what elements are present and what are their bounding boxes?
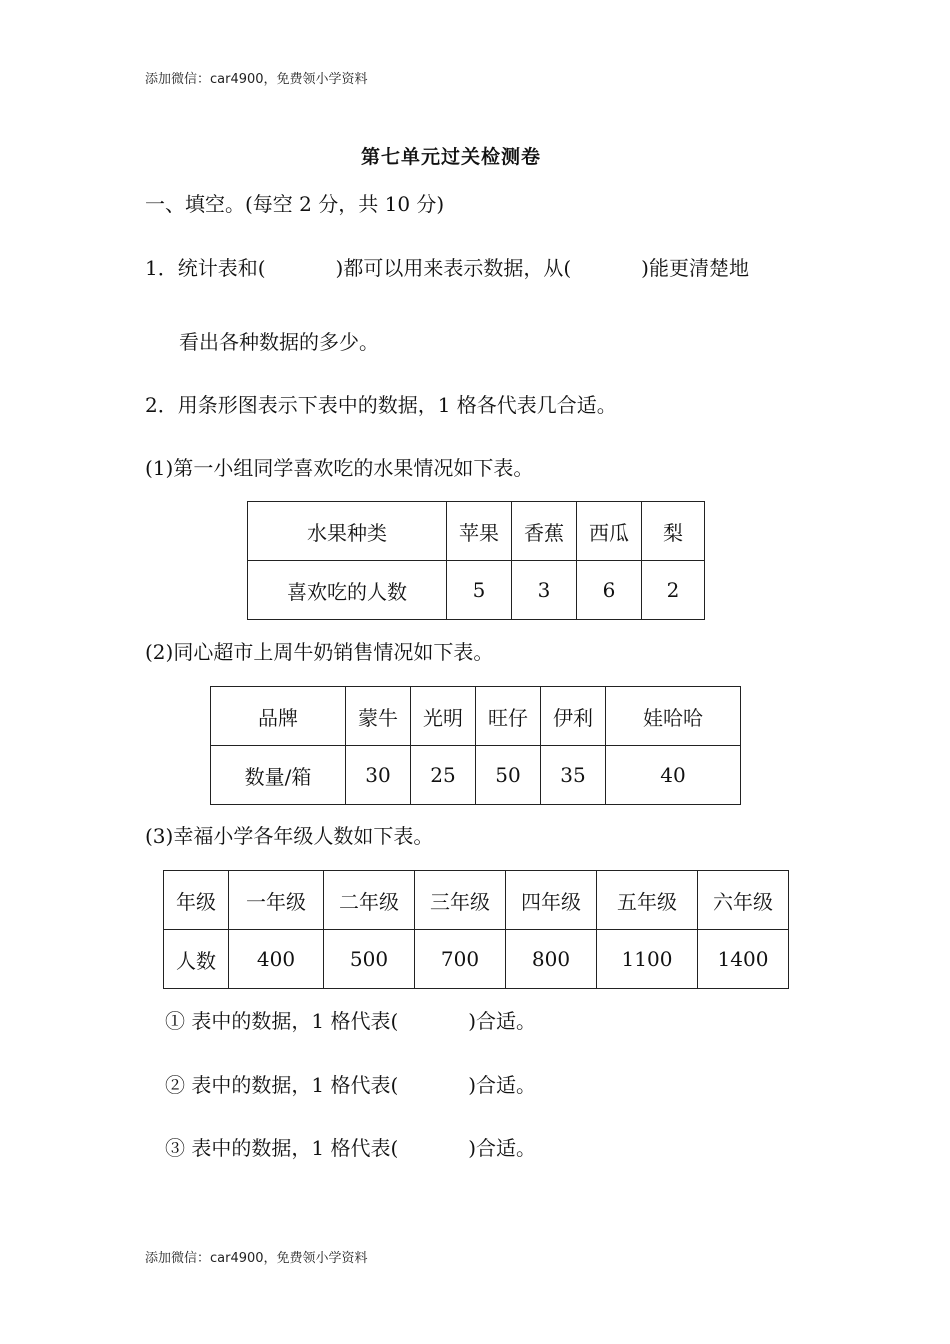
milk-table xyxy=(210,686,741,805)
table-cell: 700 xyxy=(415,930,506,989)
table-2-caption: (2)同心超市上周牛奶销售情况如下表。 xyxy=(145,640,494,664)
table-cell: 伊利 xyxy=(541,687,606,746)
table-cell: 1100 xyxy=(597,930,698,989)
table-cell: 六年级 xyxy=(698,871,789,930)
table-cell: 香蕉 xyxy=(512,502,577,561)
answer-prefix: ① 表中的数据，1 格代表( xyxy=(165,1009,399,1033)
table-row xyxy=(164,930,789,989)
table-1-caption: (1)第一小组同学喜欢吃的水果情况如下表。 xyxy=(145,456,534,480)
table-row xyxy=(164,871,789,930)
table-cell: 三年级 xyxy=(415,871,506,930)
table-cell: 水果种类 xyxy=(248,502,447,561)
table-cell: 品牌 xyxy=(211,687,346,746)
table-row xyxy=(248,502,705,561)
table-cell: 3 xyxy=(512,561,577,620)
question-2: 2．用条形图表示下表中的数据，1 格各代表几合适。 xyxy=(145,393,617,417)
question-1-line2: 看出各种数据的多少。 xyxy=(179,330,379,354)
table-cell: 一年级 xyxy=(229,871,324,930)
table-cell: 梨 xyxy=(642,502,705,561)
footer-note: 添加微信：car4900，免费领小学资料 xyxy=(145,1251,368,1266)
table-cell: 光明 xyxy=(411,687,476,746)
q1-part3: )能更清楚地 xyxy=(641,256,749,280)
fruit-table xyxy=(247,501,705,620)
answer-line-2 xyxy=(165,1069,536,1098)
table-cell: 苹果 xyxy=(447,502,512,561)
table-cell: 35 xyxy=(541,746,606,805)
table-row xyxy=(211,687,741,746)
page-title: 第七单元过关检测卷 xyxy=(361,146,542,168)
answer-line-3 xyxy=(165,1132,536,1161)
table-cell: 蒙牛 xyxy=(346,687,411,746)
table-cell: 年级 xyxy=(164,871,229,930)
table-cell: 400 xyxy=(229,930,324,989)
table-3-caption: (3)幸福小学各年级人数如下表。 xyxy=(145,824,434,848)
table-cell: 二年级 xyxy=(324,871,415,930)
answer-prefix: ③ 表中的数据，1 格代表( xyxy=(165,1136,399,1160)
table-cell: 西瓜 xyxy=(577,502,642,561)
table-cell: 500 xyxy=(324,930,415,989)
table-cell: 五年级 xyxy=(597,871,698,930)
table-cell: 旺仔 xyxy=(476,687,541,746)
table-cell: 四年级 xyxy=(506,871,597,930)
answer-prefix: ② 表中的数据，1 格代表( xyxy=(165,1073,399,1097)
grade-table xyxy=(163,870,789,989)
answer-suffix: )合适。 xyxy=(468,1009,537,1033)
table-cell: 人数 xyxy=(164,930,229,989)
table-row xyxy=(211,746,741,805)
table-cell: 40 xyxy=(606,746,741,805)
q1-part1: 1．统计表和( xyxy=(145,256,266,280)
table-cell: 6 xyxy=(577,561,642,620)
question-1 xyxy=(145,252,749,281)
table-cell: 5 xyxy=(447,561,512,620)
table-cell: 25 xyxy=(411,746,476,805)
table-cell: 1400 xyxy=(698,930,789,989)
table-cell: 2 xyxy=(642,561,705,620)
table-row xyxy=(248,561,705,620)
answer-suffix: )合适。 xyxy=(468,1136,537,1160)
answer-line-1 xyxy=(165,1005,536,1034)
table-cell: 娃哈哈 xyxy=(606,687,741,746)
table-cell: 喜欢吃的人数 xyxy=(248,561,447,620)
table-cell: 800 xyxy=(506,930,597,989)
table-cell: 50 xyxy=(476,746,541,805)
header-note: 添加微信：car4900，免费领小学资料 xyxy=(145,72,368,87)
section-heading: 一、填空。(每空 2 分，共 10 分) xyxy=(145,192,445,216)
table-cell: 30 xyxy=(346,746,411,805)
q1-part2: )都可以用来表示数据，从( xyxy=(335,256,572,280)
answer-suffix: )合适。 xyxy=(468,1073,537,1097)
table-cell: 数量/箱 xyxy=(211,746,346,805)
